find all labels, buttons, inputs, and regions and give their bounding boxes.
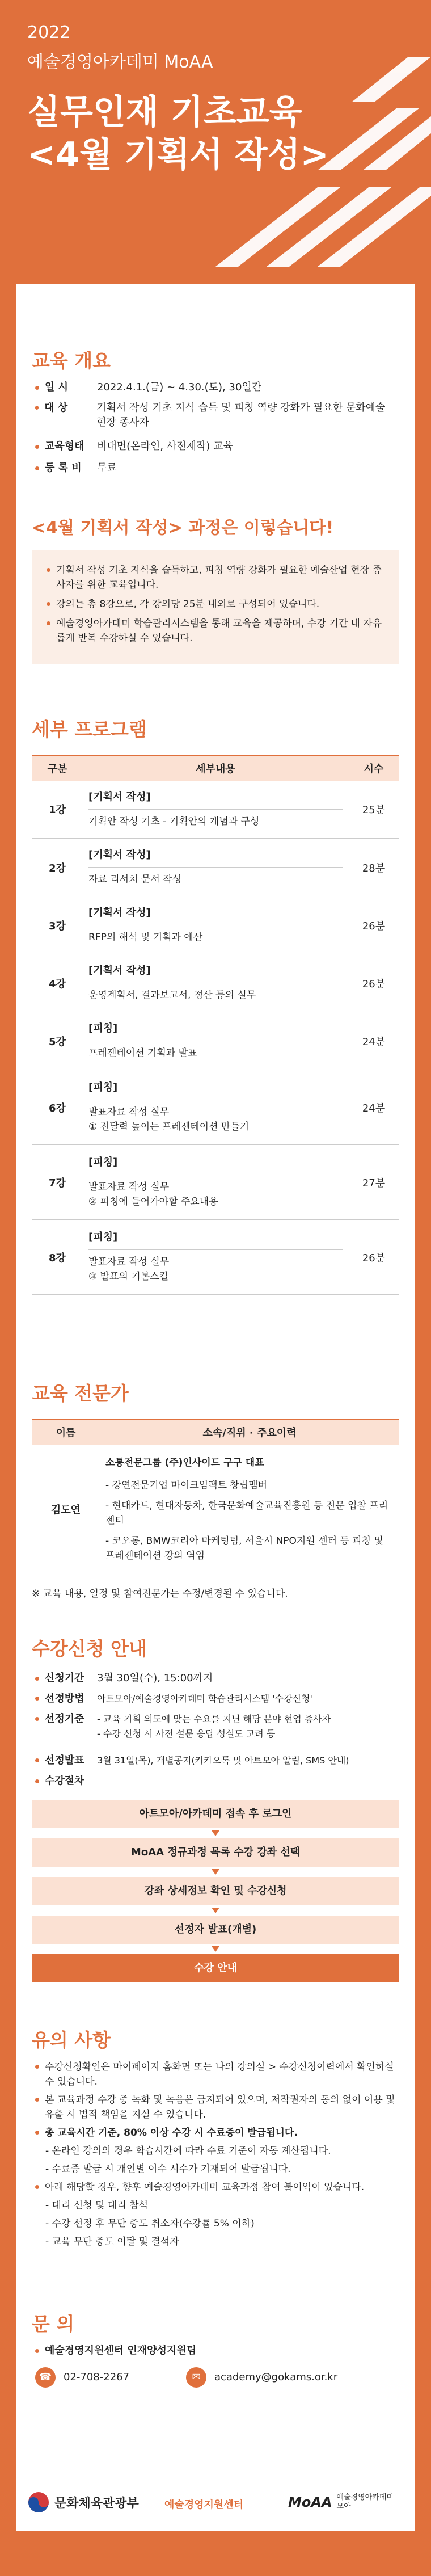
step-2: MoAA 정규과정 목록 수강 강좌 선택 [32, 1838, 399, 1867]
program-time: 27분 [348, 1145, 399, 1220]
program-no: 7강 [32, 1145, 83, 1220]
program-no: 2강 [32, 839, 83, 896]
program-desc: 발표자료 작성 실무 ③ 발표의 기본스킬 [88, 1256, 170, 1282]
contact-org: 예술경영지원센터 인재양성지원팀 [35, 2343, 196, 2358]
program-tag: [피칭] [88, 1155, 343, 1175]
program-tag: [기획서 작성] [88, 963, 343, 983]
program-time: 25분 [348, 781, 399, 839]
program-content [83, 839, 348, 896]
expert-career [100, 1445, 399, 1575]
program-no: 5강 [32, 1012, 83, 1070]
program-no: 1강 [32, 781, 83, 839]
program-desc: 기획안 작성 기초 - 기획안의 개념과 구성 [88, 815, 260, 827]
logo-mcst: 문화체육관광부 [27, 2491, 139, 2514]
program-row [32, 781, 399, 839]
program-tag: [피칭] [88, 1021, 343, 1041]
program-row [32, 1012, 399, 1070]
step-arrows [16, 1800, 415, 2004]
program-row [32, 1220, 399, 1295]
logo-gokams: 예술경영지원센터 [164, 2499, 244, 2511]
expert-header-career: 소속/직위 · 주요이력 [100, 1420, 399, 1445]
notice-item: - 온라인 강의의 경우 학습시간에 따라 수료 기준이 자동 계산됩니다. [45, 2145, 331, 2157]
expert-header-name: 이름 [32, 1420, 100, 1445]
notice-heading: 유의 사항 [32, 2029, 111, 2051]
overview-row-3: 교육형태 비대면(온라인, 사전제작) 교육 [35, 439, 398, 454]
program-desc: 프레젠테이션 기획과 발표 [88, 1047, 197, 1059]
notice-item: 아래 해당할 경우, 향후 예술경영아카데미 교육과정 참여 불이익이 있습니다. [35, 2180, 398, 2195]
notice-item: 수강신청확인은 마이페이지 홈화면 또는 나의 강의실 > 수강신청이력에서 확인하실 수 있습니다. [35, 2060, 398, 2089]
overview-heading: 교육 개요 [32, 350, 111, 372]
program-time: 24분 [348, 1012, 399, 1070]
program-heading: 세부 프로그램 [32, 718, 147, 740]
program-desc: 운영계획서, 결과보고서, 정산 등의 실무 [88, 990, 256, 1001]
apply-row-5: 수강절차 [35, 1774, 398, 1788]
step-5: 수강 안내 [32, 1954, 399, 1982]
contact-phone: ☎ 02-708-2267 [35, 2367, 129, 2388]
step-4: 선정자 발표(개별) [32, 1916, 399, 1944]
program-tag: [기획서 작성] [88, 848, 343, 868]
moaa-mark: MoAA [288, 2494, 332, 2510]
program-header-no: 구분 [32, 756, 83, 781]
program-content [83, 896, 348, 954]
notice-item: - 대리 신청 및 대리 참석 [45, 2200, 148, 2211]
program-time: 26분 [348, 896, 399, 954]
intro-item-3: 예술경영아카데미 학습관리시스템을 통해 교육을 제공하며, 수강 기간 내 자유롭게 반복 수강하실 수 있습니다. [47, 616, 384, 646]
step-1: 아트모아/아카데미 접속 후 로그인 [32, 1800, 399, 1828]
title-line-1: 실무인재 기초교육 [27, 92, 302, 132]
contact-email: ✉ academy@gokams.or.kr [186, 2367, 337, 2388]
notice-item: 본 교육과정 수강 중 녹화 및 녹음은 금지되어 있으며, 저작권자의 동의 없이 이용 및 유출 시 법적 책임을 지실 수 있습니다. [35, 2093, 398, 2122]
program-content [83, 1145, 348, 1220]
step-3: 강좌 상세정보 확인 및 수강신청 [32, 1877, 399, 1905]
apply-row-1: 신청기간 3월 30일(수), 15:00까지 [35, 1671, 398, 1686]
mail-icon: ✉ [186, 2367, 206, 2388]
program-content [83, 781, 348, 839]
program-tag: [기획서 작성] [88, 790, 343, 810]
program-table [32, 755, 399, 1295]
logo-moaa: MoAA 예술경영아카데미 모아 [288, 2493, 394, 2511]
expert-heading: 교육 전문가 [32, 1382, 129, 1404]
program-desc: 자료 리서치 문서 작성 [88, 874, 182, 885]
program-desc: 발표자료 작성 실무 ② 피칭에 들어가야할 주요내용 [88, 1181, 218, 1207]
program-desc: 발표자료 작성 실무 ① 전달력 높이는 프레젠테이션 만들기 [88, 1106, 250, 1133]
arrow-down-icon [212, 1908, 219, 1913]
program-time: 28분 [348, 839, 399, 896]
program-content [83, 1070, 348, 1145]
expert-table [32, 1419, 399, 1575]
program-row [32, 896, 399, 954]
program-time: 26분 [348, 1220, 399, 1295]
program-content [83, 954, 348, 1012]
expert-career-1: - 강연전문기업 마이크임팩트 창립멤버 [105, 1480, 268, 1492]
program-row [32, 839, 399, 896]
notice-item: - 교육 무단 중도 이탈 및 결석자 [45, 2236, 179, 2247]
program-no: 3강 [32, 896, 83, 954]
year-text: 2022 [27, 23, 71, 43]
program-tag: [피칭] [88, 1080, 343, 1100]
expert-name: 김도연 [32, 1445, 100, 1575]
program-tag: [피칭] [88, 1230, 343, 1250]
intro-item-2: 강의는 총 8강으로, 각 강의당 25분 내외로 구성되어 있습니다. [47, 597, 384, 612]
phone-icon: ☎ [35, 2367, 56, 2388]
program-header-content: 세부내용 [83, 756, 348, 781]
program-content [83, 1012, 348, 1070]
notice-item: - 수강 선정 후 무단 중도 취소자(수강률 5% 이하) [45, 2218, 255, 2229]
apply-heading: 수강신청 안내 [32, 1638, 147, 1660]
program-row [32, 1070, 399, 1145]
expert-career-2: - 현대카드, 현대자동차, 한국문화예술교육진흥원 등 전문 입찰 프리젠터 [105, 1500, 388, 1527]
program-no: 6강 [32, 1070, 83, 1145]
arrow-down-icon [212, 1830, 219, 1836]
program-no: 8강 [32, 1220, 83, 1295]
footer-logos [16, 2474, 415, 2531]
contact-heading: 문 의 [32, 2313, 75, 2335]
program-time: 26분 [348, 954, 399, 1012]
apply-row-2: 선정방법 아트모아/예술경영아카데미 학습관리시스템 '수강신청' [35, 1691, 398, 1706]
program-tag: [기획서 작성] [88, 906, 343, 925]
title-line-2: <4월 기획서 작성> [27, 135, 329, 175]
content-card [16, 284, 415, 2531]
program-no: 4강 [32, 954, 83, 1012]
expert-career-3: - 코오롱, BMW코리아 마케팅팀, 서울시 NPO지원 센터 등 피칭 및 프레젠테이션 강의 역임 [105, 1535, 383, 1562]
expert-note: ※ 교육 내용, 일정 및 참여전문가는 수정/변경될 수 있습니다. [32, 1588, 288, 1600]
overview-row-2: 대 상 기획서 작성 기초 지식 습득 및 피칭 역량 강화가 필요한 문화예술 현장 종사자 [35, 401, 398, 430]
apply-row-3: 선정기준 - 교육 기획 의도에 맞는 수요를 지닌 해당 분야 현업 종사자 - 수강 신청 시 사전 설문 응답 성실도 고려 등 [35, 1712, 398, 1741]
apply-row-4: 선정발표 3월 31일(목), 개별공지(카카오톡 및 아트모아 알림, SMS 안내) [35, 1753, 398, 1768]
program-header-time: 시수 [348, 756, 399, 781]
notice-item: 총 교육시간 기준, 80% 이상 수강 시 수료증이 발급됩니다. [35, 2125, 398, 2140]
program-content [83, 1220, 348, 1295]
program-row [32, 1145, 399, 1220]
notice-list [35, 2060, 398, 2253]
arrow-down-icon [212, 1869, 219, 1875]
program-row [32, 954, 399, 1012]
intro-item-1: 기획서 작성 기초 지식을 습득하고, 피칭 역량 강화가 필요한 예술산업 현장 종사자를 위한 교육입니다. [47, 563, 384, 592]
overview-row-1: 일 시 2022.4.1.(금) ~ 4.30.(토), 30일간 [35, 380, 398, 395]
hero-banner [0, 0, 431, 272]
program-desc: RFP의 해석 및 기획과 예산 [88, 932, 203, 943]
intro-box [32, 550, 399, 664]
program-time: 24분 [348, 1070, 399, 1145]
taegeuk-icon [27, 2491, 50, 2514]
arrow-down-icon [212, 1946, 219, 1952]
intro-heading: <4월 기획서 작성> 과정은 이렇습니다! [32, 518, 334, 538]
org-text: 예술경영아카데미 MoAA [27, 52, 213, 72]
expert-title: 소통전문그룹 (주)인사이드 구구 대표 [105, 1457, 264, 1469]
notice-item: - 수료증 발급 시 개인별 이수 시수가 기재되어 발급됩니다. [45, 2163, 291, 2175]
overview-row-4: 등 록 비 무료 [35, 461, 398, 475]
